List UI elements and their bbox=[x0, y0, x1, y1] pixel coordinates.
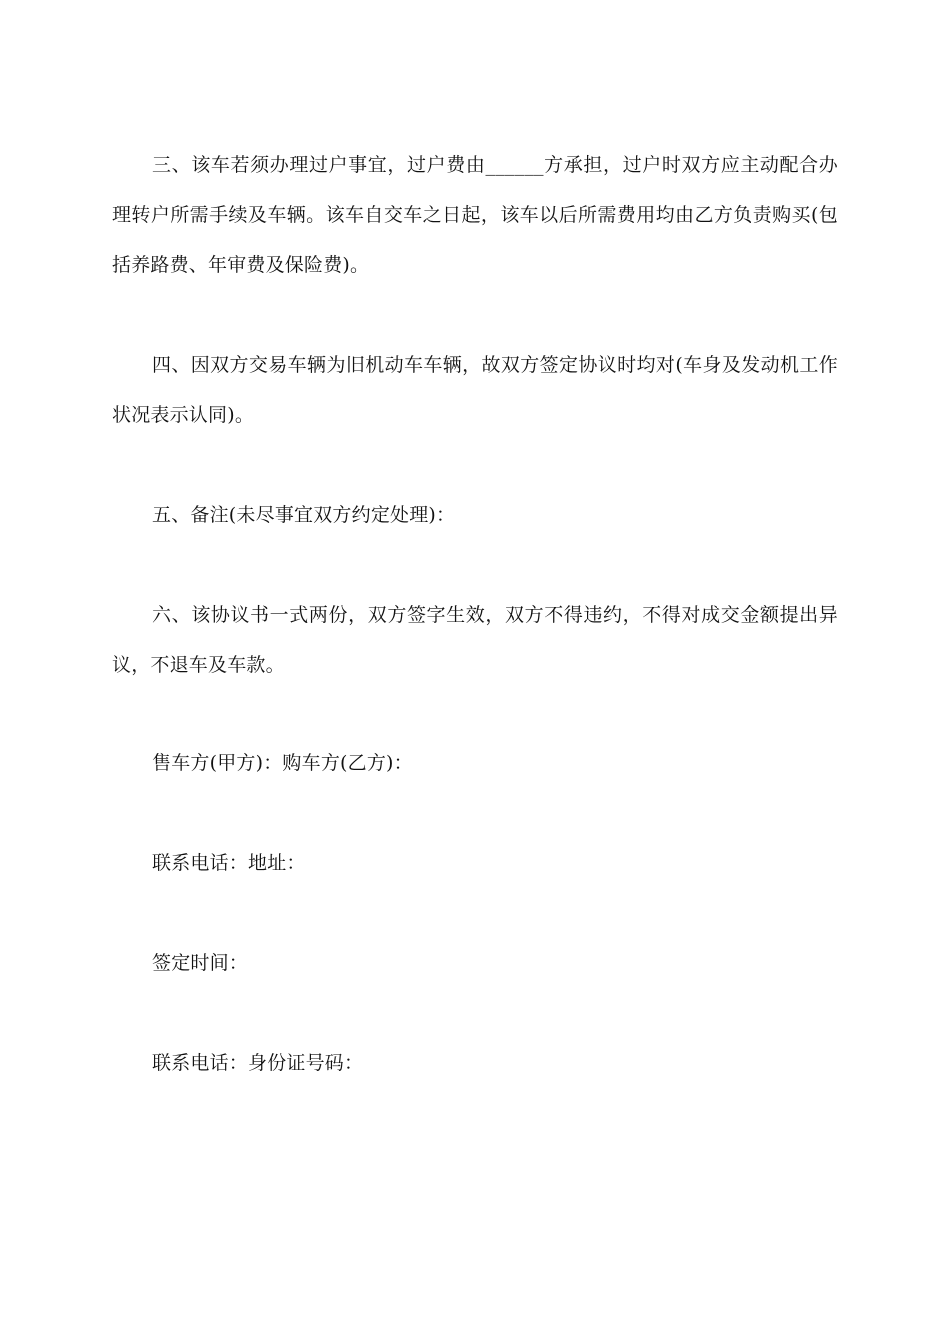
contact-address-line: 联系电话：地址： bbox=[152, 852, 306, 874]
clause-6 bbox=[112, 590, 838, 690]
clause-3-line-1: 三、该车若须办理过户事宜，过户费由______方承担，过户时双方应主动配合办 bbox=[152, 154, 838, 176]
sign-date-line: 签定时间： bbox=[152, 952, 249, 974]
contact-id-line: 联系电话：身份证号码： bbox=[152, 1052, 364, 1074]
clause-4 bbox=[112, 340, 838, 440]
clause-3-line-2: 理转户所需手续及车辆。该车自交车之日起，该车以后所需费用均由乙方负责购买(包 bbox=[112, 204, 838, 226]
clause-5-line-1: 五、备注(未尽事宜双方约定处理)： bbox=[152, 504, 456, 526]
clause-6-line-1: 六、该协议书一式两份，双方签字生效，双方不得违约，不得对成交金额提出异 bbox=[152, 604, 838, 626]
clause-3 bbox=[112, 140, 838, 290]
clause-4-line-2: 状况表示认同)。 bbox=[112, 404, 255, 426]
clause-6-line-2: 议，不退车及车款。 bbox=[112, 654, 285, 676]
clause-5 bbox=[112, 490, 838, 540]
parties-line: 售车方(甲方)：购车方(乙方)： bbox=[152, 752, 413, 774]
clause-3-line-3: 括养路费、年审费及保险费)。 bbox=[112, 254, 370, 276]
clause-4-line-1: 四、因双方交易车辆为旧机动车车辆，故双方签定协议时均对(车身及发动机工作 bbox=[152, 354, 838, 376]
